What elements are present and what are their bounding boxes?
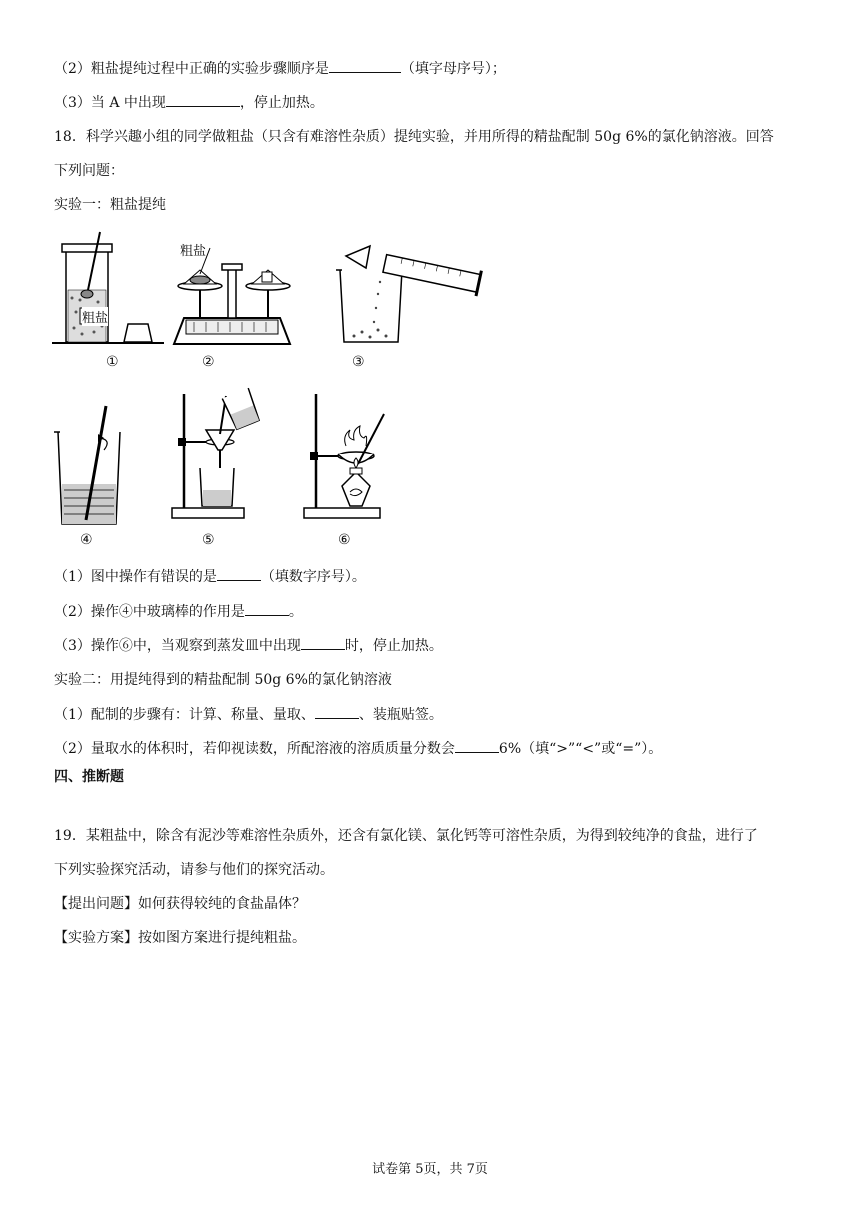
figure-number-3: ③ <box>352 354 365 370</box>
q-text: （2）操作④中玻璃棒的作用是 <box>54 604 245 620</box>
q18-exp1-title: 实验一：粗盐提纯 <box>54 197 166 213</box>
q18-exp2-title: 实验二：用提纯得到的精盐配制 50g 6%的氯化钠溶液 <box>54 672 392 688</box>
figure-2-balance <box>168 240 296 350</box>
figure-6-evaporation <box>302 390 388 522</box>
q18-intro-line2: 下列问题： <box>54 163 124 179</box>
answer-blank[interactable] <box>245 601 289 616</box>
q17-part2-suffix: （填字母序号）； <box>400 61 506 77</box>
crude-salt-label: 粗盐 <box>180 244 207 259</box>
figure-number-6: ⑥ <box>338 532 351 548</box>
q18-intro-line1: 18．科学兴趣小组的同学做粗盐（只含有难溶性杂质）提纯实验，并用所得的精盐配制 50g 6%的氯化钠溶液。回答 <box>54 129 774 145</box>
q18-exp1-q2 <box>54 601 303 622</box>
q19-plan: 【实验方案】按如图方案进行提纯粗盐。 <box>54 930 306 946</box>
figure-number-4: ④ <box>80 532 93 548</box>
q17-part2 <box>54 58 506 79</box>
q18-exp2-q1 <box>54 704 443 725</box>
q18-exp2-q2 <box>54 738 662 759</box>
answer-blank[interactable] <box>301 635 345 650</box>
answer-blank[interactable] <box>455 738 499 753</box>
figure-3-pouring-cylinder <box>330 242 490 346</box>
section-title: 四、推断题 <box>54 769 124 785</box>
q-suffix: （填数字序号）。 <box>260 569 366 585</box>
q19-intro-line2: 下列实验探究活动，请参与他们的探究活动。 <box>54 862 334 878</box>
figure-5-filtration <box>170 386 260 522</box>
q-suffix: 、装瓶贴签。 <box>358 707 443 723</box>
q-suffix: 6%（填“>”“<”或“=”）。 <box>498 741 663 757</box>
figure-number-1: ① <box>106 354 119 370</box>
answer-blank[interactable] <box>166 92 240 107</box>
q17-part2-text: （2）粗盐提纯过程中正确的实验步骤顺序是 <box>54 61 329 77</box>
figure-number-2: ② <box>202 354 215 370</box>
q17-part3-suffix: ，停止加热。 <box>239 95 324 111</box>
figure-number-5: ⑤ <box>202 532 215 548</box>
answer-blank[interactable] <box>315 704 359 719</box>
figure-4-stirring <box>52 404 132 528</box>
page-footer: 试卷第 5页，共 7页 <box>372 1162 488 1177</box>
q17-part3 <box>54 92 324 113</box>
q-text: （3）操作⑥中，当观察到蒸发皿中出现 <box>54 638 301 654</box>
answer-blank[interactable] <box>329 58 401 73</box>
answer-blank[interactable] <box>217 566 261 581</box>
q-text: （1）配制的步骤有：计算、称量、量取、 <box>54 707 315 723</box>
q19-intro-line1: 19．某粗盐中，除含有泥沙等难溶性杂质外，还含有氯化镁、氯化钙等可溶性杂质，为得到较纯净的食盐，进行了 <box>54 828 758 844</box>
figure-1-reagent-bottle <box>52 228 164 350</box>
q18-exp1-q1 <box>54 566 366 587</box>
q17-part3-text: （3）当 A 中出现 <box>54 95 166 111</box>
q19-question: 【提出问题】如何获得较纯的食盐晶体？ <box>54 896 306 912</box>
jar-label: 粗盐 <box>82 307 108 326</box>
q-suffix: 时，停止加热。 <box>344 638 443 654</box>
q-suffix: 。 <box>288 604 303 620</box>
q18-exp1-q3 <box>54 635 443 656</box>
q-text: （1）图中操作有错误的是 <box>54 569 217 585</box>
q-text: （2）量取水的体积时，若仰视读数，所配溶液的溶质质量分数会 <box>54 741 455 757</box>
